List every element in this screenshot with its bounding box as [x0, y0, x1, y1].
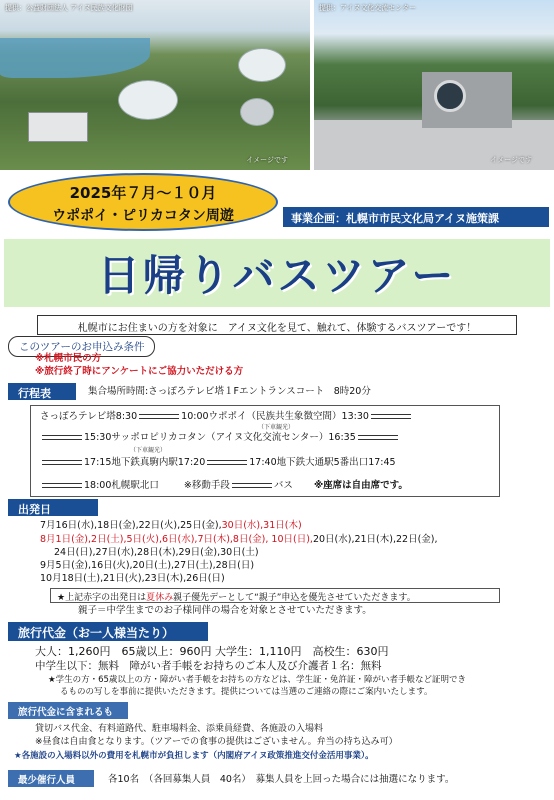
- condition-item: ※札幌市民の方: [35, 353, 102, 364]
- summer-break-label: 夏休み: [146, 593, 174, 603]
- stop-upopoy: 10:00ウポポイ（民族共生象徴空間）13:30: [181, 411, 369, 422]
- dome-building: [118, 80, 178, 120]
- fees-line-1: 大人：1,260円 65歳以上：960円 大学生：1,110円 高校生：630円: [35, 645, 389, 658]
- minimum-heading: 最少催行人員: [8, 770, 94, 787]
- stop-sapporo-station: 18:00札幌駅北口: [84, 480, 159, 491]
- tour-subtitle: ウポポイ・ピリカコタン周遊: [52, 208, 234, 224]
- departure-line-2: [40, 533, 438, 546]
- stop-makomanai: 17:15地下鉄真駒内駅17:20: [84, 457, 206, 468]
- minimum-text: 各10名 （各回募集人員 40名） 募集人員を上回った場合には抽選になります。: [108, 774, 455, 785]
- meeting-info: 集合場所時間:さっぽろテレビ塔１Fエントランスコート 8時20分: [88, 386, 371, 397]
- emblem-icon: [434, 80, 466, 112]
- planner-label: 事業企画：札幌市市民文化局アイヌ施策課: [283, 207, 549, 227]
- plaza-circle: [240, 98, 274, 126]
- lake-shape: [0, 38, 150, 78]
- stop-tv-tower: さっぽろテレビ塔8:30: [40, 411, 138, 422]
- stop-odori: 17:40地下鉄大通駅5番出口17:45: [249, 457, 396, 468]
- schedule-row-3: [40, 456, 396, 469]
- departure-line-5: 10月18日(土),21日(火),23日(木),26日(日): [40, 573, 225, 584]
- schedule-row-4: [40, 479, 408, 492]
- fees-note-2: るものの写しを事前に提供いただきます。提供については当選のご連絡の際にご案内いたします。: [60, 687, 433, 697]
- stop-pirika-kotan: 15:30サッポロピリカコタン（アイヌ文化交流センター）16:35: [84, 432, 356, 443]
- condition-item: ※旅行終了時にアンケートにご協力いただける方: [35, 366, 244, 377]
- museum-building: [28, 112, 88, 142]
- transport-label: ※移動手段: [183, 480, 230, 491]
- included-heading: 旅行代金に含まれるもの: [8, 702, 128, 719]
- left-photo-note: イメージです: [246, 156, 288, 164]
- august-family-dates: 8月1日(金),2日(土),5日(火),6日(水),7日(木),8日(金), 10日(日),: [40, 534, 313, 545]
- upopoy-aerial-photo: [0, 0, 310, 170]
- right-photo-credit: 提供：アイヌ文化交流センター: [319, 4, 417, 12]
- right-photo-note: イメージです: [490, 156, 532, 164]
- intro-text: 札幌市にお住まいの方を対象に アイヌ文化を見て、触れて、体験するバスツアーです！: [37, 315, 517, 335]
- fees-note-1: ★学生の方・65歳以上の方・障がい者手帳をお持ちの方などは、学生証・免許証・障がい者手帳など証明でき: [48, 675, 466, 685]
- hall-building: [238, 48, 286, 82]
- departures-heading: 出発日: [8, 499, 98, 516]
- july-family-dates: 30日(水),31日(木): [221, 520, 302, 531]
- sightseeing-note: （下車観光）: [130, 447, 167, 454]
- sightseeing-note: （下車観光）: [258, 424, 295, 431]
- itinerary-heading: 行程表: [8, 383, 76, 400]
- date-oval: [8, 173, 278, 231]
- family-priority-note: ★上記赤字の出発日は夏休み親子優先デーとして“親子”申込を優先させていただきます。: [50, 588, 500, 603]
- included-line-1: 貸切バス代金、有料道路代、駐車場料金、添乗員経費、各施設の入場料: [35, 724, 324, 734]
- seat-note: ※座席は自由席です。: [313, 480, 408, 491]
- schedule-row-1: [40, 410, 413, 423]
- page-title: 日帰りバスツアー: [97, 251, 457, 300]
- title-banner: [4, 239, 550, 307]
- july-dates: 7月16日(水),18日(金),22日(火),25日(金),: [40, 520, 222, 531]
- date-range: 2025年７月～１０月: [69, 184, 217, 202]
- schedule-row-2: [40, 431, 400, 444]
- transport-bus: バス: [273, 480, 293, 491]
- included-line-3: ★各施設の入場料以外の費用を札幌市が負担します（内閣府アイヌ政策推進交付金活用事業）。: [14, 751, 374, 761]
- culture-center-photo: [314, 0, 554, 170]
- august-dates: 20日(水),21日(木),22日(金),: [312, 534, 438, 545]
- departure-line-3: 24日(日),27日(水),28日(木),29日(金),30日(土): [54, 547, 259, 558]
- departure-line-4: 9月5日(金),16日(火),20日(土),27日(土),28日(日): [40, 560, 255, 571]
- family-definition: 親子＝中学生までのお子様同伴の場合を対象とさせていただきます。: [78, 605, 372, 616]
- included-line-2: ※昼食は自由食となります。（ツアーでの食事の提供はございません。弁当の持ち込み可）: [35, 737, 398, 747]
- fees-heading: 旅行代金（お一人様当たり）: [8, 622, 208, 641]
- departure-line-1: [40, 519, 302, 532]
- left-photo-credit: 提供：公益財団法人 アイヌ民族文化財団: [5, 4, 133, 12]
- fees-line-2: 中学生以下：無料 障がい者手帳をお持ちのご本人及び介護者１名：無料: [35, 660, 382, 672]
- conditions-heading: このツアーのお申込み条件: [8, 336, 155, 357]
